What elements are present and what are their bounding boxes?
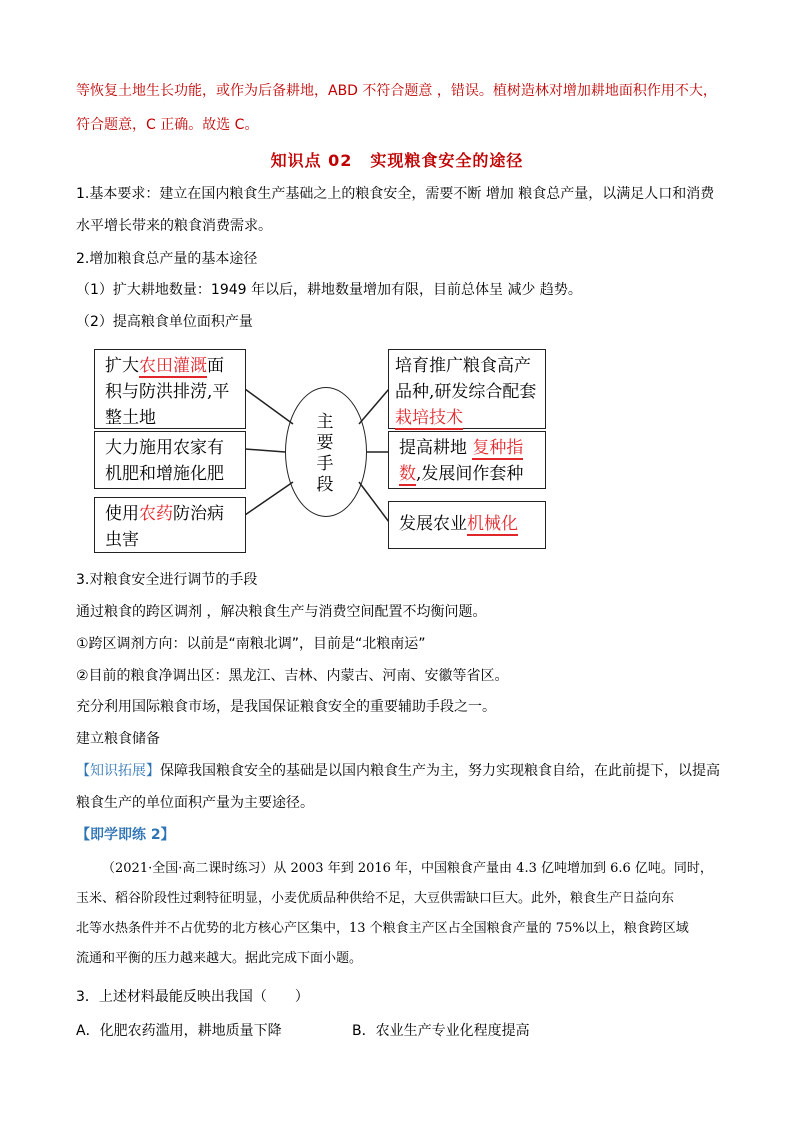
question-stem: 3．上述材料最能反映出我国（ ） bbox=[76, 989, 309, 1005]
practice-line-2: 玉米、稻谷阶段性过剩特征明显，小麦优质品种供给不足，大豆供需缺口巨大。此外，粮食生产日益向东 bbox=[76, 891, 675, 906]
s2-title: 2.增加粮食总产量的基本途径 bbox=[76, 251, 258, 267]
practice-line-4: 流通和平衡的压力越来越大。据此完成下面小题。 bbox=[76, 951, 363, 966]
s1-line-1 bbox=[76, 184, 714, 204]
expand-tag: 【知识拓展】 bbox=[76, 763, 160, 779]
s2-item1-text-a: （1）扩大耕地数量：1949 年以后，耕地数量增加有限，目前总体呈 bbox=[76, 282, 508, 298]
expand-line-1 bbox=[76, 761, 720, 781]
fill-multiple-cropping-1: 复种指 bbox=[472, 438, 524, 458]
s2-item1-blank: 减少 bbox=[507, 282, 536, 298]
intro-line-1: 等恢复土地生长功能，或作为后备耕地，ABD 不符合题意 ，错误。植树造林对增加耕地面积作用不大， bbox=[76, 83, 717, 99]
s2-item-1 bbox=[76, 280, 582, 300]
diagram-box-seed-varieties: 培育推广粮食高产 品种,研发综合配套 栽培技术 bbox=[388, 349, 546, 429]
practice-tag: 【即学即练 2】 bbox=[76, 827, 175, 843]
fill-irrigation: 农田灌溉 bbox=[139, 356, 207, 376]
practice-line-3: 北等水热条件并不占优势的北方核心产区集中，13 个粮食主产区占全国粮食产量的 75%以上，粮食跨区域 bbox=[76, 921, 689, 936]
s3-p5: 建立粮食储备 bbox=[76, 731, 160, 747]
section-heading bbox=[0, 148, 794, 171]
s1-line-2: 水平增长带来的粮食消费需求。 bbox=[76, 218, 272, 234]
s1-text-b: 粮食总产量，以满足人口和消费 bbox=[513, 186, 715, 202]
s3-p2: ①跨区调剂方向：以前是“南粮北调”，目前是“北粮南运” bbox=[76, 636, 426, 652]
heading-number: 知识点 02 bbox=[270, 151, 353, 170]
practice-line-1: （2021·全国·高二课时练习）从 2003 年到 2016 年，中国粮食产量由 4.3 亿吨增加到 6.6 亿吨。同时， bbox=[102, 861, 713, 876]
expand-line-2: 粮食生产的单位面积产量为主要途径。 bbox=[76, 795, 314, 811]
option-a[interactable]: A．化肥农药滥用，耕地质量下降 bbox=[76, 1023, 282, 1039]
s3-p3: ②目前的粮食净调出区：黑龙江、吉林、内蒙古、河南、安徽等省区。 bbox=[76, 668, 509, 684]
s1-blank: 增加 bbox=[485, 186, 514, 202]
means-diagram bbox=[88, 342, 562, 556]
expand-text-1: 保障我国粮食安全的基础是以国内粮食生产为主，努力实现粮食自给，在此前提下，以提高 bbox=[160, 763, 720, 779]
diagram-box-pesticide: 使用农药防治病 虫害 bbox=[94, 497, 246, 553]
heading-title: 实现粮食安全的途径 bbox=[370, 151, 524, 170]
s2-item-2: （2）提高粮食单位面积产量 bbox=[76, 314, 253, 330]
diagram-box-fertilizer: 大力施用农家有 机肥和增施化肥 bbox=[94, 431, 246, 489]
intro-line-2: 符合题意，C 正确。故选 C。 bbox=[76, 117, 259, 133]
fill-cultivation-tech: 栽培技术 bbox=[395, 408, 463, 428]
diagram-box-multiple-cropping: 提高耕地 复种指 数,发展间作套种 bbox=[388, 431, 546, 489]
diagram-center-label: 主要手段 bbox=[316, 412, 334, 495]
fill-multiple-cropping-2: 数 bbox=[399, 464, 416, 484]
s3-p1: 通过粮食的跨区调剂 ，解决粮食生产与消费空间配置不均衡问题。 bbox=[76, 604, 487, 620]
option-b[interactable]: B．农业生产专业化程度提高 bbox=[352, 1023, 530, 1039]
s3-title: 3.对粮食安全进行调节的手段 bbox=[76, 572, 258, 588]
diagram-box-irrigation: 扩大农田灌溉面 积与防洪排涝,平 整土地 bbox=[94, 349, 246, 429]
s3-p4: 充分利用国际粮食市场，是我国保证粮食安全的重要辅助手段之一。 bbox=[76, 699, 496, 715]
s2-item1-text-b: 趋势。 bbox=[535, 282, 582, 298]
fill-pesticide: 农药 bbox=[139, 504, 173, 524]
fill-mechanization: 机械化 bbox=[467, 514, 518, 534]
diagram-box-mechanization: 发展农业机械化 bbox=[388, 501, 546, 549]
s1-text-a: 1.基本要求：建立在国内粮食生产基础之上的粮食安全，需要不断 bbox=[76, 186, 486, 202]
